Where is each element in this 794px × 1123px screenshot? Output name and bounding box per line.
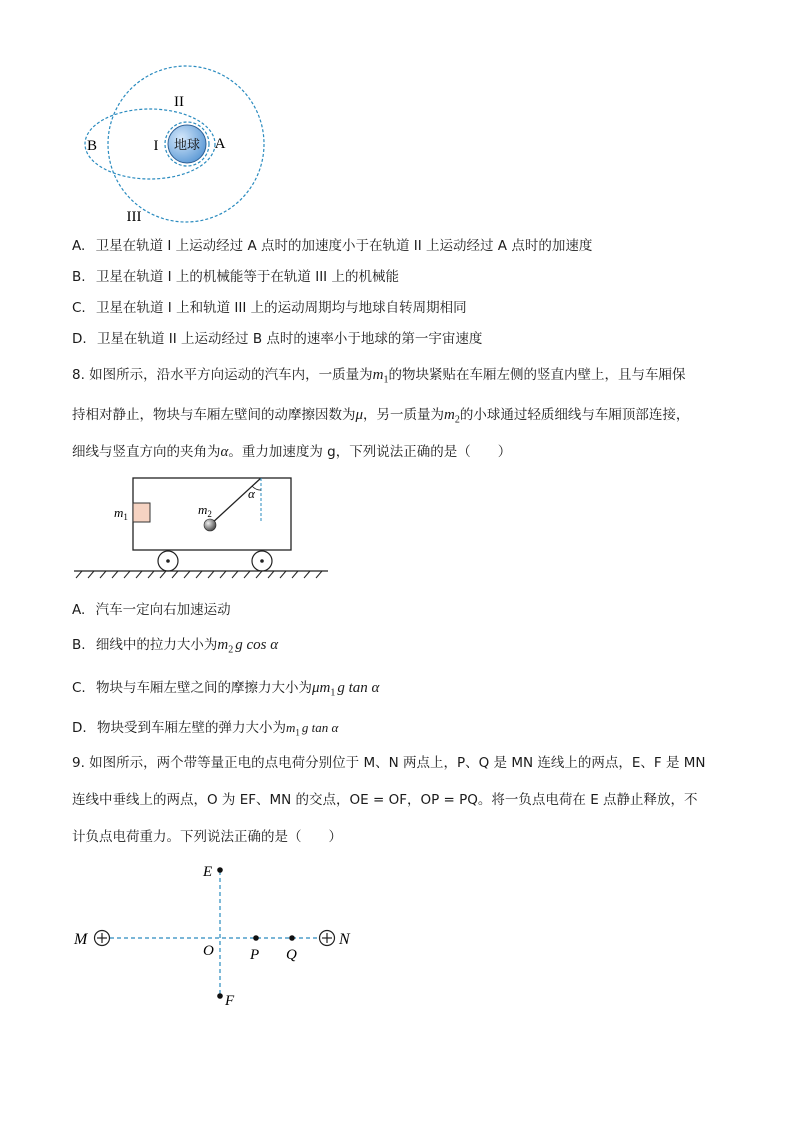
option-label: D. [72, 720, 87, 736]
var-mu: μ [355, 407, 364, 423]
option-math-rest: g tan α [337, 680, 380, 696]
option-label: B. [72, 637, 86, 653]
point-P [253, 935, 259, 941]
var-m1: m [372, 367, 384, 383]
option-label: C. [72, 680, 86, 696]
label-m1: $m_1$ [114, 505, 128, 522]
option-label: D. [72, 331, 87, 347]
label-F: F [225, 993, 235, 1009]
text-run: 持相对静止，物块与车厢左壁间的动摩擦因数为 [72, 407, 356, 423]
earth-label: 地球 [173, 138, 201, 153]
q8-stem-line1 [72, 364, 686, 392]
q7-option-a[interactable] [72, 234, 592, 254]
var-m2: m [444, 407, 455, 423]
label-O: O [203, 943, 214, 959]
point-F [217, 993, 223, 999]
sub-1: 1 [383, 374, 389, 386]
orbit-diagram [80, 30, 280, 230]
label-alpha: α [248, 486, 255, 501]
text-run: ，另一质量为 [363, 407, 445, 423]
q7-option-b[interactable] [72, 265, 399, 285]
label-E: E [203, 864, 213, 880]
label-A: A [214, 136, 226, 152]
option-text: 卫星在轨道 I 上和轨道 III 上的运动周期均与地球自转周期相同 [96, 300, 467, 316]
option-math-sub: 1 [330, 687, 336, 699]
option-math-sub: 1 [295, 727, 300, 738]
point-E [217, 867, 223, 873]
option-label: B. [72, 269, 86, 285]
option-text: 物块与车厢左壁之间的摩擦力大小为 [96, 680, 313, 696]
string [211, 478, 261, 524]
wheel-left-axle [166, 559, 170, 563]
q8-stem-line2 [72, 404, 689, 432]
option-math-rest: g tan α [301, 720, 339, 735]
q7-option-c[interactable] [72, 296, 467, 316]
text-run: 的物块紧贴在车厢左侧的竖直内壁上，且与车厢保 [388, 367, 686, 383]
q9-stem-line3: 计负点电荷重力。下列说法正确的是（ ） [72, 829, 342, 845]
label-B: B [86, 138, 98, 154]
label-II: II [174, 94, 184, 110]
text-run: 。重力加速度为 g，下列说法正确的是（ ） [228, 444, 512, 460]
option-text: 细线中的拉力大小为 [95, 637, 218, 653]
option-label: A. [72, 602, 86, 618]
label-Q: Q [286, 947, 297, 963]
q8-option-c[interactable] [72, 676, 379, 699]
charges-diagram [66, 856, 366, 1016]
option-text: 卫星在轨道 II 上运动经过 B 点时的速率小于地球的第一宇宙速度 [96, 331, 483, 347]
car-diagram [70, 472, 335, 582]
ball-m2 [204, 519, 216, 531]
q9-stem-line2: 连线中垂线上的两点，O 为 EF、MN 的交点，OE = OF，OP = PQ。将一负点电荷在 E 点静止释放，不 [72, 792, 698, 808]
label-III: III [126, 209, 142, 225]
sub-2: 2 [454, 414, 460, 426]
option-math: m [217, 637, 229, 653]
option-math-sub: 2 [228, 644, 234, 656]
wheel-right-axle [260, 559, 264, 563]
q8-stem-line3 [72, 441, 511, 463]
option-math: m [285, 720, 296, 735]
ground-hatch [76, 571, 322, 578]
option-text: 物块受到车厢左壁的弹力大小为 [96, 720, 286, 736]
text-run: 的小球通过轻质细线与车厢顶部连接， [459, 407, 690, 423]
option-math-rest: g cos α [235, 637, 279, 653]
q8-option-b[interactable] [72, 633, 278, 656]
q7-option-d[interactable] [72, 327, 482, 347]
text-run: 8. 如图所示，沿水平方向运动的汽车内，一质量为 [72, 367, 373, 383]
option-text: 卫星在轨道 I 上运动经过 A 点时的加速度小于在轨道 II 上运动经过 A 点时的加速度 [95, 238, 593, 254]
car-body [133, 478, 291, 550]
point-Q [289, 935, 295, 941]
q8-option-a[interactable] [72, 598, 231, 618]
q8-option-d[interactable] [72, 716, 338, 738]
label-I: I [153, 138, 159, 154]
label-P: P [250, 947, 260, 963]
label-m2: $m_2$ [198, 502, 212, 519]
option-text: 汽车一定向右加速运动 [95, 602, 231, 618]
block-m1 [133, 503, 150, 522]
option-text: 卫星在轨道 I 上的机械能等于在轨道 III 上的机械能 [95, 269, 399, 285]
q9-stem-line1: 9. 如图所示，两个带等量正电的点电荷分别位于 M、N 两点上，P、Q 是 MN 连线上的两点，E、F 是 MN [72, 755, 706, 771]
option-label: C. [72, 300, 86, 316]
label-M: M [74, 931, 88, 948]
text-run: 细线与竖直方向的夹角为 [72, 444, 221, 460]
option-math: μm [312, 680, 331, 696]
option-label: A. [72, 238, 86, 254]
label-N: N [339, 931, 350, 948]
var-alpha: α [220, 444, 229, 460]
